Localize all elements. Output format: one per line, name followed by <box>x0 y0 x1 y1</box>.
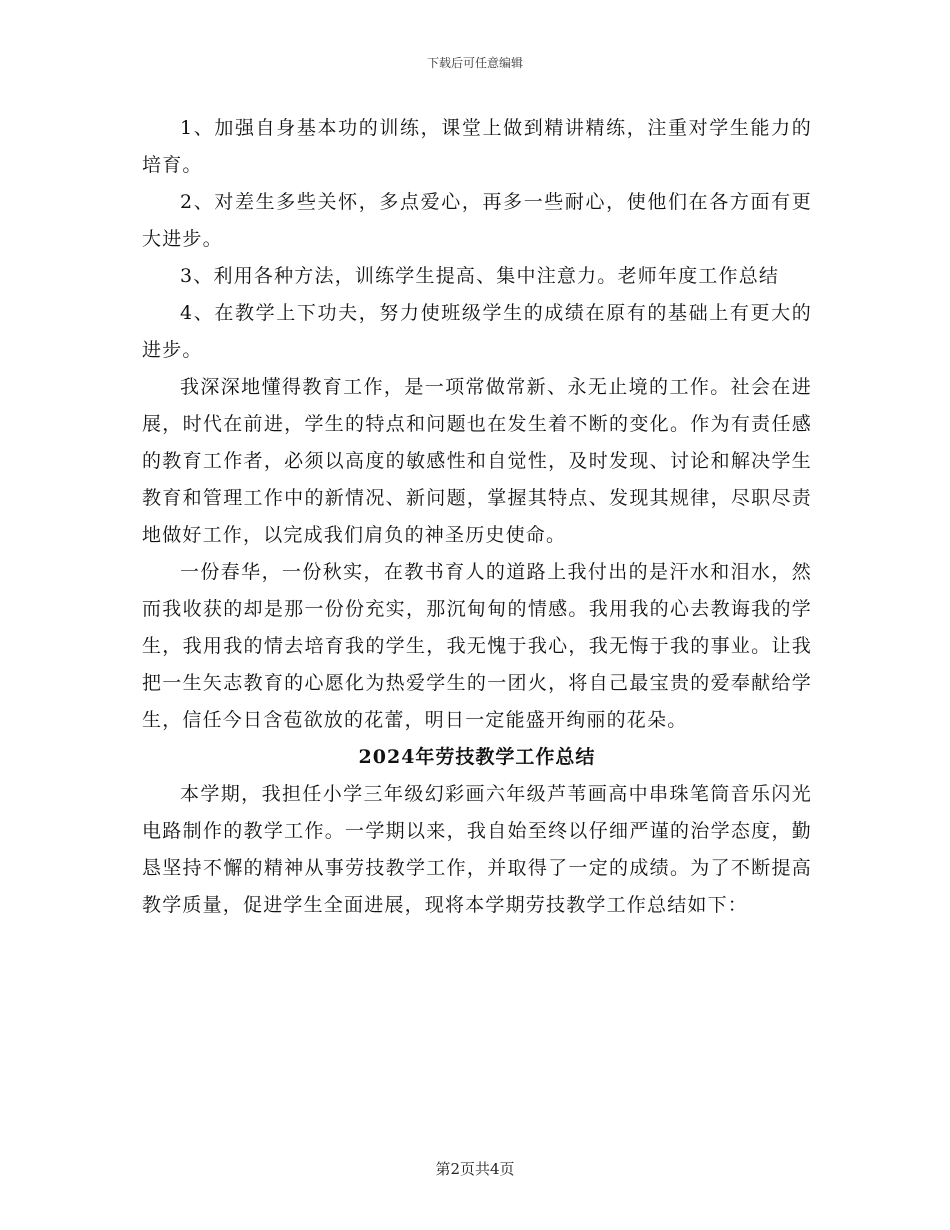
body-paragraph: 我深深地懂得教育工作，是一项常做常新、永无止境的工作。社会在进展，时代在前进，学生的特点和问题也在发生着不断的变化。作为有责任感的教育工作者，必须以高度的敏感性和自觉性，及时发现、讨论和解决学生教育和管理工作中的新情况、新问题，掌握其特点、发现其规律，尽职尽责地做好工作，以完成我们肩负的神圣历史使命。 <box>142 376 812 546</box>
list-item-3: 3、利用各种方法，训练学生提高、集中注意力。老师年度工作总结 <box>180 265 780 287</box>
list-item-1: 1、加强自身基本功的训练，课堂上做到精讲精练，注重对学生能力的培育。 <box>142 117 812 176</box>
section-title: 2024年劳技教学工作总结 <box>358 746 596 768</box>
page-header: 下载后可任意编辑 <box>426 56 523 70</box>
body-paragraph: 一份春华，一份秋实，在教书育人的道路上我付出的是汗水和泪水，然而我收获的却是那一份份充实，那沉甸甸的情感。我用我的心去教诲我的学生，我用我的情去培育我的学生，我无愧于我心，我无悔于我的事业。让我把一生矢志教育的心愿化为热爱学生的一团火，将自己最宝贵的爱奉献给学生，信任今日含苞欲放的花蕾，明日一定能盛开绚丽的花朵。 <box>142 561 812 731</box>
body-paragraph: 本学期，我担任小学三年级幻彩画六年级芦苇画高中串珠笔筒音乐闪光电路制作的教学工作。一学期以来，我自始至终以仔细严谨的治学态度，勤恳坚持不懈的精神从事劳技教学工作，并取得了一定的成绩。为了不断提高教学质量，促进学生全面进展，现将本学期劳技教学工作总结如下： <box>142 783 812 916</box>
page-footer: 第2页共4页 <box>435 1160 515 1178</box>
list-item-4: 4、在教学上下功夫，努力使班级学生的成绩在原有的基础上有更大的进步。 <box>142 302 812 361</box>
list-item-2: 2、对差生多些关怀，多点爱心，再多一些耐心，使他们在各方面有更大进步。 <box>142 191 812 250</box>
document-body <box>142 110 812 924</box>
